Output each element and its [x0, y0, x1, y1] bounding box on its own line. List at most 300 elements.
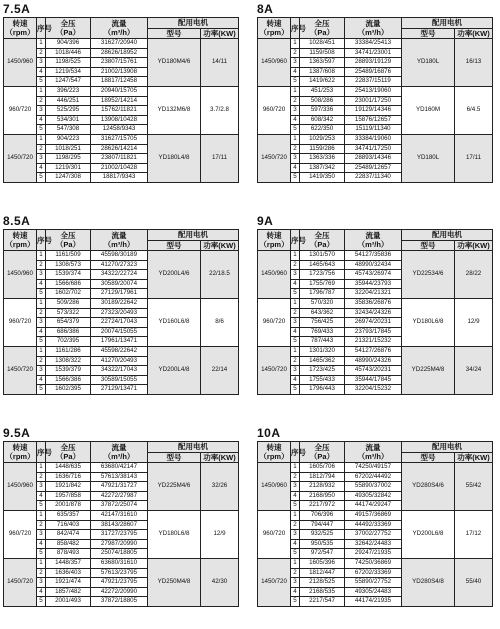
motor-model-cell: YD225M4/8 [402, 346, 455, 394]
flow-cell: 44174/21935 [345, 597, 402, 607]
flow-cell: 42147/31610 [91, 510, 148, 520]
seq-cell: 2 [291, 144, 300, 154]
model-header [402, 28, 455, 39]
flow-cell: 42272/27987 [91, 491, 148, 501]
flow-cell: 21321/15232 [345, 337, 402, 347]
seq-cell: 4 [291, 587, 300, 597]
table-row [258, 510, 493, 520]
spec-table [257, 17, 493, 183]
motor-power-cell: 3.7/2.8 [201, 86, 239, 134]
speed-cell: 1450/960 [258, 463, 291, 511]
seq-header-text: 序号 [37, 447, 52, 457]
flow-cell: 18952/14214 [91, 96, 148, 106]
motor-power-cell: 42/30 [201, 558, 239, 606]
flow-cell: 57613/23795 [91, 568, 148, 578]
flow-cell: 23001/17250 [345, 96, 402, 106]
motor-power-cell: 17/12 [455, 510, 493, 558]
power-header [455, 240, 493, 251]
pressure-cell: 1796/443 [300, 385, 345, 395]
flow-cell: 41270/20493 [91, 356, 148, 366]
flow-header-text: 流量 [365, 443, 381, 452]
flow-cell: 34322/22724 [91, 270, 148, 280]
seq-header-text: 序号 [37, 235, 52, 245]
model-title: 9.5A [3, 426, 31, 440]
flow-cell: 23807/15761 [91, 58, 148, 68]
table-row [258, 39, 493, 49]
flow-header-text: 流量 [365, 231, 381, 240]
speed-header-text: （rpm） [5, 28, 35, 37]
table-row [258, 134, 493, 144]
pressure-cell: 643/362 [300, 308, 345, 318]
flow-cell: 15119/11340 [345, 125, 402, 135]
motor-model-cell: YD225M4/6 [148, 463, 201, 511]
pressure-header-text: （Pa） [309, 452, 335, 461]
seq-cell: 3 [291, 578, 300, 588]
pressure-header [300, 442, 345, 463]
pressure-cell: 1723/425 [300, 366, 345, 376]
flow-cell: 28893/19129 [345, 58, 402, 68]
pressure-cell: 1539/379 [46, 366, 91, 376]
seq-cell: 4 [291, 491, 300, 501]
pressure-cell: 1363/597 [300, 58, 345, 68]
seq-cell: 3 [37, 154, 46, 164]
motor-header [402, 230, 493, 241]
speed-header [258, 230, 291, 251]
seq-cell: 2 [37, 308, 46, 318]
seq-cell: 3 [37, 366, 46, 376]
seq-cell: 2 [37, 520, 46, 530]
seq-cell: 3 [291, 58, 300, 68]
motor-header-text: 配用电机 [432, 18, 462, 27]
flow-header-text: （m³/h） [357, 240, 389, 249]
flow-cell: 38143/28607 [91, 520, 148, 530]
seq-cell: 5 [291, 173, 300, 183]
pressure-cell: 1419/350 [300, 173, 345, 183]
flow-cell: 13908/10428 [91, 115, 148, 125]
seq-cell: 2 [291, 520, 300, 530]
flow-cell: 34322/17043 [91, 366, 148, 376]
pressure-cell: 534/301 [46, 115, 91, 125]
seq-cell: 4 [291, 375, 300, 385]
pressure-cell: 702/395 [46, 337, 91, 347]
pressure-header-text: （Pa） [55, 28, 81, 37]
flow-cell: 49305/24483 [345, 587, 402, 597]
flow-cell: 30589/20074 [91, 279, 148, 289]
speed-header [4, 18, 37, 39]
table-row [4, 510, 239, 520]
seq-header-text: 序号 [291, 447, 306, 457]
flow-cell: 44174/29247 [345, 501, 402, 511]
flow-header [345, 230, 402, 251]
seq-cell: 2 [291, 472, 300, 482]
seq-cell: 4 [291, 279, 300, 289]
motor-power-cell: 17/11 [455, 134, 493, 182]
pressure-cell: 1308/322 [46, 356, 91, 366]
table-row [258, 346, 493, 356]
table-row [258, 463, 493, 473]
seq-cell: 4 [37, 115, 46, 125]
flow-cell: 18817/12458 [91, 77, 148, 87]
seq-cell: 5 [37, 597, 46, 607]
pressure-cell: 446/251 [46, 96, 91, 106]
flow-header-text: （m³/h） [357, 28, 389, 37]
seq-cell: 1 [37, 510, 46, 520]
pressure-header-text: 全压 [314, 443, 330, 452]
pressure-cell: 932/525 [300, 530, 345, 540]
pressure-cell: 608/342 [300, 115, 345, 125]
model-panel [257, 2, 492, 183]
model-title: 10A [257, 426, 281, 440]
flow-header-text: 流量 [111, 19, 127, 28]
flow-cell: 32204/15232 [345, 385, 402, 395]
model-header [148, 240, 201, 251]
flow-cell: 23793/17845 [345, 327, 402, 337]
model-header-text: 型号 [166, 240, 182, 250]
seq-header [291, 18, 306, 39]
pressure-cell: 950/535 [300, 539, 345, 549]
flow-cell: 31727/23795 [91, 530, 148, 540]
model-header [148, 28, 201, 39]
model-header-text: 型号 [420, 240, 436, 250]
pressure-cell: 1219/534 [46, 67, 91, 77]
seq-cell: 5 [291, 385, 300, 395]
flow-cell: 17961/13471 [91, 337, 148, 347]
power-header [201, 240, 239, 251]
flow-cell: 26974/20231 [345, 318, 402, 328]
speed-header-text: 转速 [12, 443, 28, 452]
speed-header [4, 442, 37, 463]
pressure-cell: 1363/336 [300, 154, 345, 164]
pressure-cell: 635/357 [46, 510, 91, 520]
pressure-cell: 1247/547 [46, 77, 91, 87]
model-header-text: 型号 [166, 28, 182, 38]
motor-header [402, 18, 493, 29]
seq-header [37, 442, 52, 463]
flow-cell: 27323/20493 [91, 308, 148, 318]
pressure-cell: 1161/286 [46, 346, 91, 356]
table-row [4, 346, 239, 356]
pressure-header-text: （Pa） [55, 452, 81, 461]
seq-cell: 3 [291, 154, 300, 164]
pressure-header-text: 全压 [60, 231, 76, 240]
seq-cell: 4 [37, 67, 46, 77]
flow-cell: 35944/23793 [345, 279, 402, 289]
pressure-cell: 1566/386 [46, 375, 91, 385]
table-row [4, 39, 239, 49]
pressure-cell: 769/433 [300, 327, 345, 337]
seq-cell: 1 [37, 298, 46, 308]
flow-cell: 15762/11821 [91, 106, 148, 116]
flow-cell: 54127/26876 [345, 346, 402, 356]
model-header [402, 452, 455, 463]
seq-cell: 3 [291, 270, 300, 280]
motor-power-cell: 32/26 [201, 463, 239, 511]
motor-power-cell: 6/4.5 [455, 86, 493, 134]
seq-cell: 4 [37, 539, 46, 549]
motor-model-cell: YD22534/6 [402, 251, 455, 299]
motor-header [148, 230, 239, 241]
flow-cell: 37872/25074 [91, 501, 148, 511]
seq-cell: 2 [291, 96, 300, 106]
model-title: 9A [257, 214, 274, 228]
motor-header [148, 442, 239, 453]
speed-header-text: （rpm） [5, 240, 35, 249]
flow-cell: 41270/27323 [91, 260, 148, 270]
motor-model-cell: YD180L [402, 39, 455, 87]
flow-header-text: 流量 [111, 443, 127, 452]
power-header-text: 功率(KW) [203, 452, 236, 462]
power-header-text: 功率(KW) [203, 28, 236, 38]
seq-cell: 5 [291, 77, 300, 87]
motor-power-cell: 22/14 [201, 346, 239, 394]
motor-power-cell: 12/9 [201, 510, 239, 558]
flow-cell: 27129/17961 [91, 289, 148, 299]
motor-header-text: 配用电机 [432, 230, 462, 239]
pressure-header-text: （Pa） [309, 28, 335, 37]
speed-cell: 1450/720 [4, 558, 37, 606]
seq-cell: 4 [291, 67, 300, 77]
motor-model-cell: YD180M4/6 [148, 39, 201, 87]
pressure-cell: 2217/547 [300, 597, 345, 607]
pressure-cell: 2168/535 [300, 587, 345, 597]
seq-cell: 1 [291, 510, 300, 520]
model-header-text: 型号 [420, 28, 436, 38]
pressure-cell: 2001/878 [46, 501, 91, 511]
pressure-cell: 1448/357 [46, 558, 91, 568]
power-header-text: 功率(KW) [457, 240, 490, 250]
seq-cell: 3 [291, 366, 300, 376]
seq-cell: 4 [291, 539, 300, 549]
seq-cell: 5 [291, 501, 300, 511]
table-row [4, 86, 239, 96]
flow-cell: 67202/33369 [345, 568, 402, 578]
seq-cell: 3 [37, 270, 46, 280]
speed-header [258, 18, 291, 39]
motor-power-cell: 22/18.5 [201, 251, 239, 299]
speed-header-text: （rpm） [259, 240, 289, 249]
flow-cell: 37002/27752 [345, 530, 402, 540]
flow-cell: 21002/10428 [91, 163, 148, 173]
seq-cell: 5 [37, 289, 46, 299]
speed-cell: 960/720 [258, 86, 291, 134]
speed-cell: 960/720 [4, 86, 37, 134]
pressure-cell: 654/379 [46, 318, 91, 328]
pressure-cell: 622/350 [300, 125, 345, 135]
seq-header [291, 230, 306, 251]
model-header-text: 型号 [166, 452, 182, 462]
seq-header [37, 18, 52, 39]
seq-cell: 1 [291, 251, 300, 261]
pressure-cell: 1028/451 [300, 39, 345, 49]
pressure-cell: 878/493 [46, 549, 91, 559]
seq-cell: 4 [37, 279, 46, 289]
pressure-cell: 1812/794 [300, 472, 345, 482]
flow-cell: 22837/11340 [345, 173, 402, 183]
seq-cell: 1 [291, 346, 300, 356]
seq-cell: 2 [37, 356, 46, 366]
pressure-cell: 1796/787 [300, 289, 345, 299]
seq-cell: 4 [291, 327, 300, 337]
seq-header-text: 序号 [291, 235, 306, 245]
model-title: 7.5A [3, 2, 31, 16]
flow-cell: 63680/42147 [91, 463, 148, 473]
seq-cell: 5 [291, 337, 300, 347]
pressure-cell: 1159/508 [300, 48, 345, 58]
speed-cell: 1450/960 [4, 463, 37, 511]
flow-cell: 45598/30189 [91, 251, 148, 261]
flow-cell: 42272/20990 [91, 587, 148, 597]
motor-power-cell: 8/6 [201, 298, 239, 346]
seq-cell: 5 [37, 549, 46, 559]
flow-cell: 28626/18952 [91, 48, 148, 58]
flow-header-text: 流量 [111, 231, 127, 240]
flow-cell: 47921/23795 [91, 578, 148, 588]
model-panel [3, 2, 238, 183]
flow-cell: 32204/21321 [345, 289, 402, 299]
power-header [201, 28, 239, 39]
pressure-header [46, 18, 91, 39]
pressure-cell: 2001/493 [46, 597, 91, 607]
flow-cell: 47921/31727 [91, 482, 148, 492]
model-panel [3, 426, 238, 607]
seq-cell: 4 [37, 375, 46, 385]
pressure-cell: 1921/842 [46, 482, 91, 492]
speed-cell: 1450/720 [4, 346, 37, 394]
speed-cell: 1450/720 [258, 134, 291, 182]
motor-model-cell: YD132M6/8 [148, 86, 201, 134]
pressure-cell: 1219/301 [46, 163, 91, 173]
motor-power-cell: 55/40 [455, 558, 493, 606]
seq-cell: 2 [291, 568, 300, 578]
spec-table [3, 17, 239, 183]
flow-cell: 25489/16876 [345, 67, 402, 77]
pressure-cell: 1605/706 [300, 463, 345, 473]
seq-cell: 5 [37, 501, 46, 511]
speed-header-text: （rpm） [5, 452, 35, 461]
pressure-cell: 1247/308 [46, 173, 91, 183]
motor-header-text: 配用电机 [432, 442, 462, 451]
pressure-header [300, 230, 345, 251]
flow-cell: 32434/24326 [345, 308, 402, 318]
speed-cell: 1450/720 [258, 346, 291, 394]
flow-cell: 27129/13471 [91, 385, 148, 395]
flow-cell: 18817/9343 [91, 173, 148, 183]
motor-header-text: 配用电机 [178, 442, 208, 451]
pressure-cell: 1448/635 [46, 463, 91, 473]
pressure-cell: 508/286 [300, 96, 345, 106]
seq-cell: 5 [37, 173, 46, 183]
speed-cell: 1450/960 [4, 251, 37, 299]
pressure-cell: 1198/525 [46, 58, 91, 68]
pressure-cell: 1957/858 [46, 491, 91, 501]
flow-cell: 63680/31610 [91, 558, 148, 568]
flow-header [91, 18, 148, 39]
flow-cell: 31627/15705 [91, 134, 148, 144]
flow-cell: 25489/12657 [345, 163, 402, 173]
flow-cell: 27987/20990 [91, 539, 148, 549]
flow-cell: 32642/24483 [345, 539, 402, 549]
spec-table [257, 441, 493, 607]
pressure-cell: 1159/286 [300, 144, 345, 154]
speed-header-text: 转速 [266, 231, 282, 240]
flow-cell: 57613/38143 [91, 472, 148, 482]
pressure-cell: 525/295 [46, 106, 91, 116]
table-row [258, 86, 493, 96]
motor-model-cell: YD180L4/8 [148, 134, 201, 182]
seq-cell: 5 [291, 597, 300, 607]
seq-cell: 2 [291, 260, 300, 270]
seq-cell: 1 [37, 463, 46, 473]
pressure-header-text: （Pa） [55, 240, 81, 249]
flow-cell: 15876/12657 [345, 115, 402, 125]
table-row [4, 298, 239, 308]
pressure-cell: 972/547 [300, 549, 345, 559]
pressure-cell: 451/253 [300, 86, 345, 96]
seq-cell: 5 [37, 125, 46, 135]
flow-cell: 49157/36869 [345, 510, 402, 520]
power-header [455, 452, 493, 463]
flow-cell: 31627/20940 [91, 39, 148, 49]
pressure-cell: 1566/686 [46, 279, 91, 289]
model-header-text: 型号 [420, 452, 436, 462]
table-row [4, 463, 239, 473]
pressure-cell: 1465/643 [300, 260, 345, 270]
pressure-cell: 1602/395 [46, 385, 91, 395]
pressure-cell: 904/223 [46, 134, 91, 144]
pressure-cell: 1198/295 [46, 154, 91, 164]
pressure-header-text: 全压 [60, 443, 76, 452]
seq-cell: 4 [37, 491, 46, 501]
pressure-cell: 1605/396 [300, 558, 345, 568]
pressure-cell: 1921/474 [46, 578, 91, 588]
seq-cell: 2 [291, 308, 300, 318]
pressure-cell: 1465/362 [300, 356, 345, 366]
power-header-text: 功率(KW) [203, 240, 236, 250]
seq-cell: 3 [291, 530, 300, 540]
motor-model-cell: YD200L4/6 [148, 251, 201, 299]
seq-cell: 3 [37, 530, 46, 540]
pressure-header-text: 全压 [314, 19, 330, 28]
pressure-cell: 1602/702 [46, 289, 91, 299]
flow-cell: 19129/14346 [345, 106, 402, 116]
seq-cell: 5 [37, 385, 46, 395]
seq-header [291, 442, 306, 463]
pressure-cell: 1308/573 [46, 260, 91, 270]
motor-power-cell: 14/11 [201, 39, 239, 87]
motor-model-cell: YD200L6/8 [402, 510, 455, 558]
seq-cell: 3 [291, 106, 300, 116]
pressure-cell: 756/425 [300, 318, 345, 328]
speed-header-text: 转速 [266, 19, 282, 28]
pressure-cell: 1539/374 [46, 270, 91, 280]
table-row [258, 558, 493, 568]
flow-cell: 37872/18805 [91, 597, 148, 607]
flow-cell: 20074/15055 [91, 327, 148, 337]
pressure-cell: 904/396 [46, 39, 91, 49]
flow-cell: 67202/44492 [345, 472, 402, 482]
motor-model-cell: YD250M4/8 [148, 558, 201, 606]
pressure-cell: 1018/446 [46, 48, 91, 58]
speed-header [258, 442, 291, 463]
spec-table [257, 229, 493, 395]
pressure-cell: 794/447 [300, 520, 345, 530]
flow-cell: 54127/35836 [345, 251, 402, 261]
power-header-text: 功率(KW) [457, 28, 490, 38]
speed-cell: 1450/720 [258, 558, 291, 606]
pressure-cell: 842/474 [46, 530, 91, 540]
flow-cell: 28893/14346 [345, 154, 402, 164]
motor-model-cell: YD200L4/8 [148, 346, 201, 394]
